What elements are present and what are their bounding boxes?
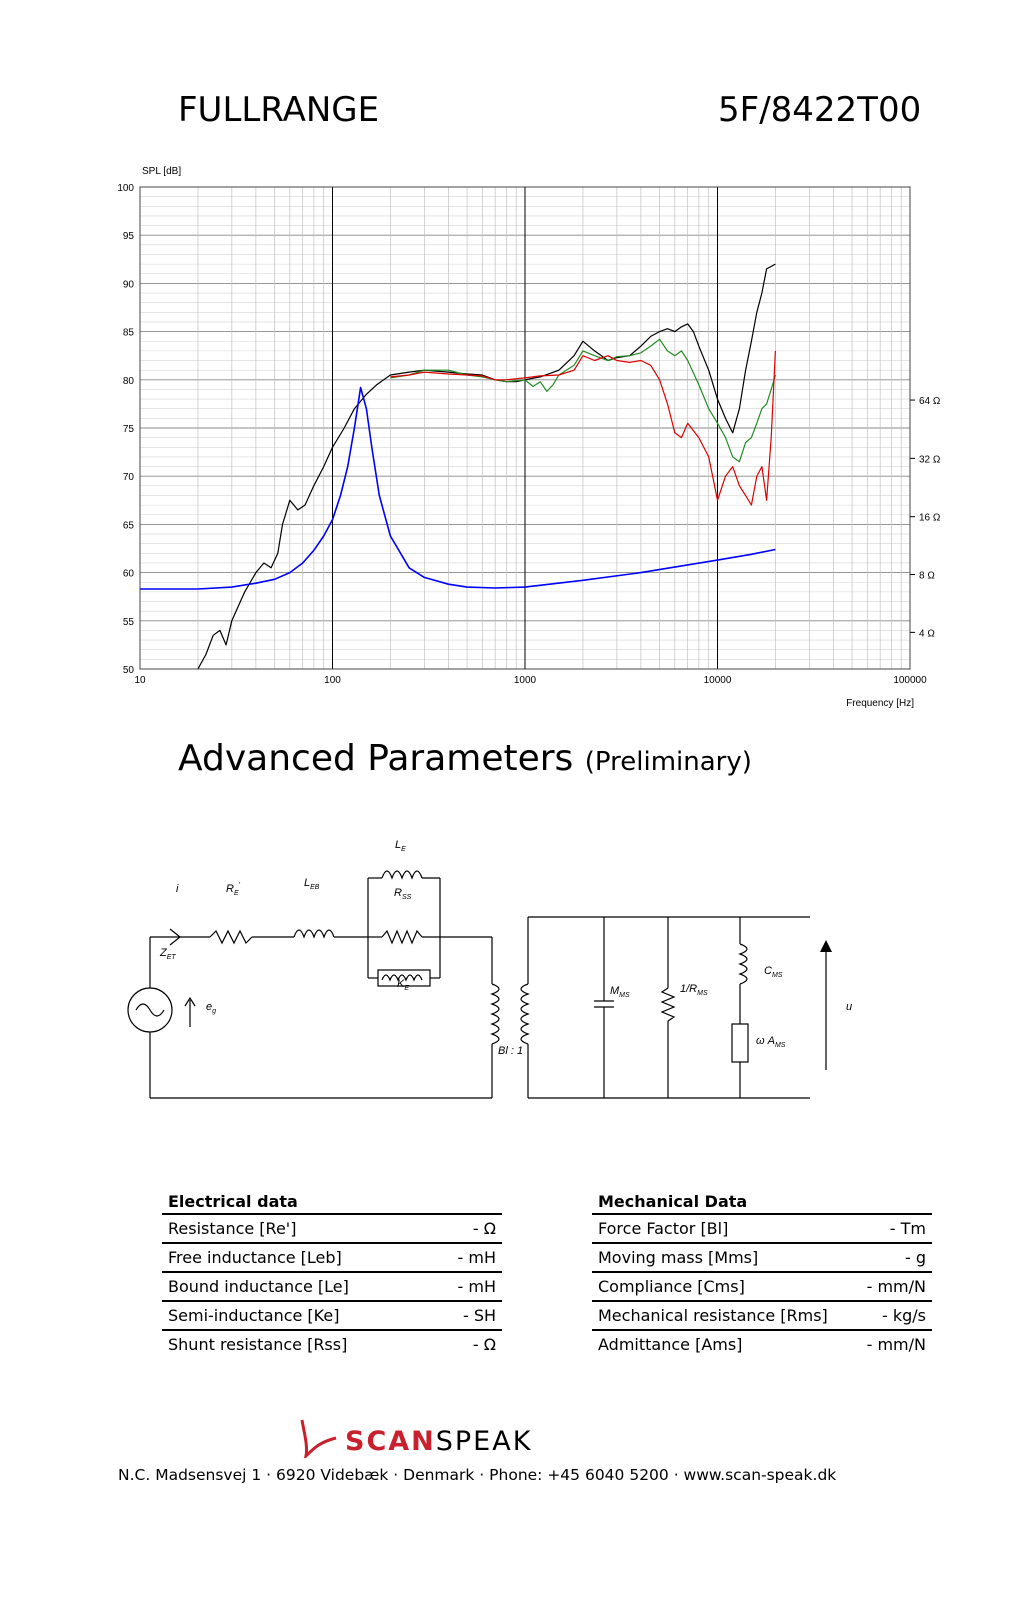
x-tick-label: 10 <box>134 675 146 686</box>
adv-subtitle: (Preliminary) <box>584 747 752 777</box>
label-eg: $e_g$ <box>206 1001 217 1015</box>
x-tick-label: 1000 <box>513 675 537 686</box>
table-row: Semi-inductance [Ke] - SH <box>162 1302 502 1331</box>
model-number: 5F/8422T00 <box>718 90 922 130</box>
scanspeak-logo-icon <box>298 1418 340 1458</box>
right-tick-label: 64 Ω <box>919 396 941 408</box>
rms-resistor <box>662 988 674 1021</box>
electrical-title: Electrical data <box>162 1192 502 1215</box>
y-tick-label: 50 <box>122 665 134 676</box>
y-tick-label: 70 <box>122 472 134 484</box>
label-zet: $Z_{ET}$ <box>160 947 176 961</box>
re-resistor <box>210 931 252 943</box>
label-re: $R_E'$ <box>226 882 240 897</box>
right-tick-label: 16 Ω <box>919 512 941 524</box>
mechanical-data-table <box>592 1192 932 1358</box>
table-row: Admittance [Ams] - mm/N <box>598 1334 926 1354</box>
table-row: Shunt resistance [Rss] - Ω <box>168 1334 496 1354</box>
chart-grid <box>140 187 910 669</box>
y-tick-labels <box>117 183 134 676</box>
label-rms: $1/R_{MS}$ <box>680 983 708 997</box>
label-bl: Bl : 1 <box>498 1045 524 1057</box>
cms-inductor <box>740 944 747 984</box>
label-u: u <box>846 1001 853 1013</box>
table-row: Free inductance [Leb] - mH <box>162 1244 502 1273</box>
x-tick-label: 100000 <box>893 675 927 686</box>
table-row: Moving mass [Mms] - g <box>592 1244 932 1273</box>
x-tick-labels <box>134 675 927 686</box>
label-le: $L_E$ <box>395 840 406 853</box>
ams-element <box>732 1024 748 1062</box>
y-tick-label: 55 <box>122 616 134 628</box>
right-tick-label: 8 Ω <box>919 570 935 582</box>
table-row: Compliance [Cms] - mm/N <box>592 1273 932 1302</box>
right-tick-label: 4 Ω <box>919 628 935 640</box>
leb-inductor <box>294 930 334 937</box>
y-axis-label: SPL [dB] <box>142 166 182 177</box>
series-line-impedance <box>140 388 775 590</box>
table-row: Resistance [Re'] - Ω <box>162 1215 502 1244</box>
table-row: Force Factor [Bl] - Tm <box>592 1215 932 1244</box>
transformer <box>492 984 499 1044</box>
label-i: i <box>176 883 179 895</box>
label-mms: $M_{MS}$ <box>610 985 630 999</box>
x-axis-label: Frequency [Hz] <box>846 698 914 709</box>
equivalent-circuit-diagram <box>0 840 1027 1140</box>
y-tick-label: 95 <box>122 231 134 243</box>
right-tick-label: 32 Ω <box>919 454 941 466</box>
x-tick-label: 100 <box>324 675 341 686</box>
company-address: N.C. Madsensvej 1 · 6920 Videbæk · Denmark · Phone: +45 6040 5200 · www.scan-speak.dk <box>118 1466 837 1484</box>
category-title: FULLRANGE <box>178 90 380 130</box>
y-tick-label: 75 <box>122 424 134 435</box>
electrical-data-table <box>162 1192 502 1358</box>
le-inductor <box>382 871 422 878</box>
advanced-parameters-title <box>178 738 752 779</box>
rss-resistor <box>382 931 422 943</box>
frequency-response-chart <box>0 0 1027 720</box>
label-ke: $K_E$ <box>397 978 410 992</box>
y-tick-label: 100 <box>117 183 134 194</box>
y-tick-label: 65 <box>122 520 134 532</box>
y-tick-label: 90 <box>122 279 134 291</box>
y-tick-label: 85 <box>122 327 134 339</box>
table-row: Bound inductance [Le] - mH <box>162 1273 502 1302</box>
right-axis-labels <box>910 396 941 639</box>
table-row: Mechanical resistance [Rms] - kg/s <box>592 1302 932 1331</box>
y-tick-label: 60 <box>122 568 134 580</box>
label-leb: $L_{EB}$ <box>304 877 320 891</box>
label-cms: $C_{MS}$ <box>764 965 783 979</box>
brand-name: SCANSPEAK <box>345 1426 533 1457</box>
x-tick-label: 10000 <box>703 675 732 686</box>
label-rss: $R_{SS}$ <box>394 887 412 901</box>
y-tick-label: 80 <box>122 375 134 387</box>
mechanical-title: Mechanical Data <box>592 1192 932 1215</box>
adv-title-text: Advanced Parameters <box>178 738 574 779</box>
label-ams: ω $A_{MS}$ <box>756 1035 786 1049</box>
